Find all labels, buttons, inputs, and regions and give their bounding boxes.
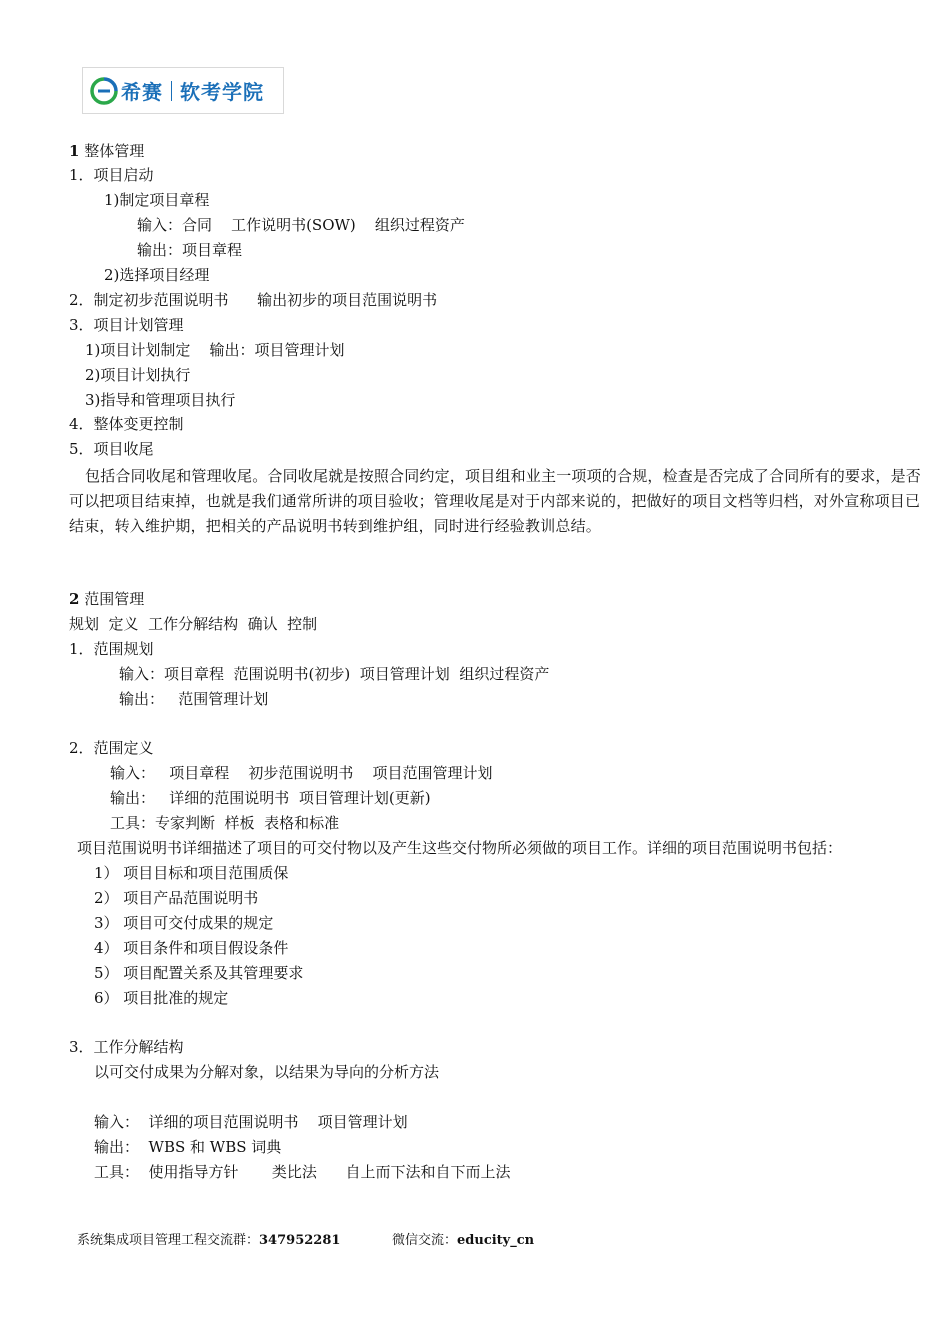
text-line: 工具： 使用指导方针 类比法 自上而下法和自下而上法: [94, 1163, 511, 1181]
list-item: 6） 项目批准的规定: [94, 989, 229, 1007]
text-line: 输出： 范围管理计划: [119, 690, 269, 708]
text-line: 工具：专家判断 样板 表格和标准: [110, 814, 340, 832]
list-item: 1） 项目目标和项目范围质保: [94, 864, 289, 882]
text-line: 输出： 详细的范围说明书 项目管理计划(更新): [110, 789, 431, 807]
section-heading: [69, 589, 144, 609]
footer-group-number: 347952281: [259, 1233, 341, 1248]
text-line: 以可交付成果为分解对象，以结果为导向的分析方法: [94, 1063, 440, 1081]
footer-wechat-label: 微信交流：: [392, 1233, 458, 1248]
footer-wechat: [392, 1232, 534, 1250]
text-line: 输出：项目章程: [137, 241, 243, 259]
footer-group: [77, 1232, 340, 1250]
text-line: 3)指导和管理项目执行: [85, 391, 236, 409]
list-item: 3） 项目可交付成果的规定: [94, 914, 274, 932]
text-line: 规划 定义 工作分解结构 确认 控制: [69, 615, 318, 633]
list-item: 5） 项目配置关系及其管理要求: [94, 964, 304, 982]
text-line: 输入：项目章程 范围说明书(初步) 项目管理计划 组织过程资产: [119, 665, 550, 683]
logo-brand: 希赛: [121, 80, 163, 104]
text-line: 5．项目收尾: [69, 440, 154, 458]
text-line: 输入： 详细的项目范围说明书 项目管理计划: [94, 1113, 408, 1131]
paragraph: 包括合同收尾和管理收尾。合同收尾就是按照合同约定，项目组和业主一项项的合规，检查是否完成了合同所有的要求，是否可以把项目结束掉，也就是我们通常所讲的项目验收；管理收尾是对于内部来说的，把做好的项目文档等归档，对外宣称项目已结束，转入维护期，把相关的产品说明书转到维护组，同时进行经验教训总结。: [69, 467, 922, 535]
text-line: 输出： WBS 和 WBS 词典: [94, 1138, 282, 1156]
text-line: 项目范围说明书详细描述了项目的可交付物以及产生这些交付物所必须做的项目工作。详细的项目范围说明书包括：: [77, 839, 843, 857]
section-title: 范围管理: [84, 590, 145, 608]
text-line: 2．范围定义: [69, 739, 154, 757]
logo-divider: [171, 81, 172, 101]
list-item: 2） 项目产品范围说明书: [94, 889, 259, 907]
text-line: 3．项目计划管理: [69, 316, 184, 334]
footer-wechat-id: educity_cn: [457, 1233, 535, 1248]
section-heading: [69, 141, 144, 161]
text-line: 1)项目计划制定 输出：项目管理计划: [85, 341, 345, 359]
text-line: 3．工作分解结构: [69, 1038, 184, 1056]
section-title: 整体管理: [84, 142, 145, 160]
list-item: 4） 项目条件和项目假设条件: [94, 939, 289, 957]
footer-group-label: 系统集成项目管理工程交流群：: [77, 1233, 260, 1248]
section-number: 1: [69, 142, 80, 160]
text-line: 4．整体变更控制: [69, 415, 184, 433]
text-line: 1．范围规划: [69, 640, 154, 658]
text-line: 1．项目启动: [69, 166, 154, 184]
text-line: 输入： 项目章程 初步范围说明书 项目范围管理计划: [110, 764, 493, 782]
text-line: 1)制定项目章程: [104, 191, 210, 209]
section-number: 2: [69, 590, 80, 608]
logo-subtitle: 软考学院: [180, 80, 264, 104]
logo: [82, 67, 284, 114]
text-line: 2)选择项目经理: [104, 266, 210, 284]
text-line: 输入：合同 工作说明书(SOW) 组织过程资产: [137, 216, 465, 234]
text-line: 2)项目计划执行: [85, 366, 191, 384]
logo-mark-icon: [89, 76, 119, 106]
text-line: 2．制定初步范围说明书 输出初步的项目范围说明书: [69, 291, 438, 309]
